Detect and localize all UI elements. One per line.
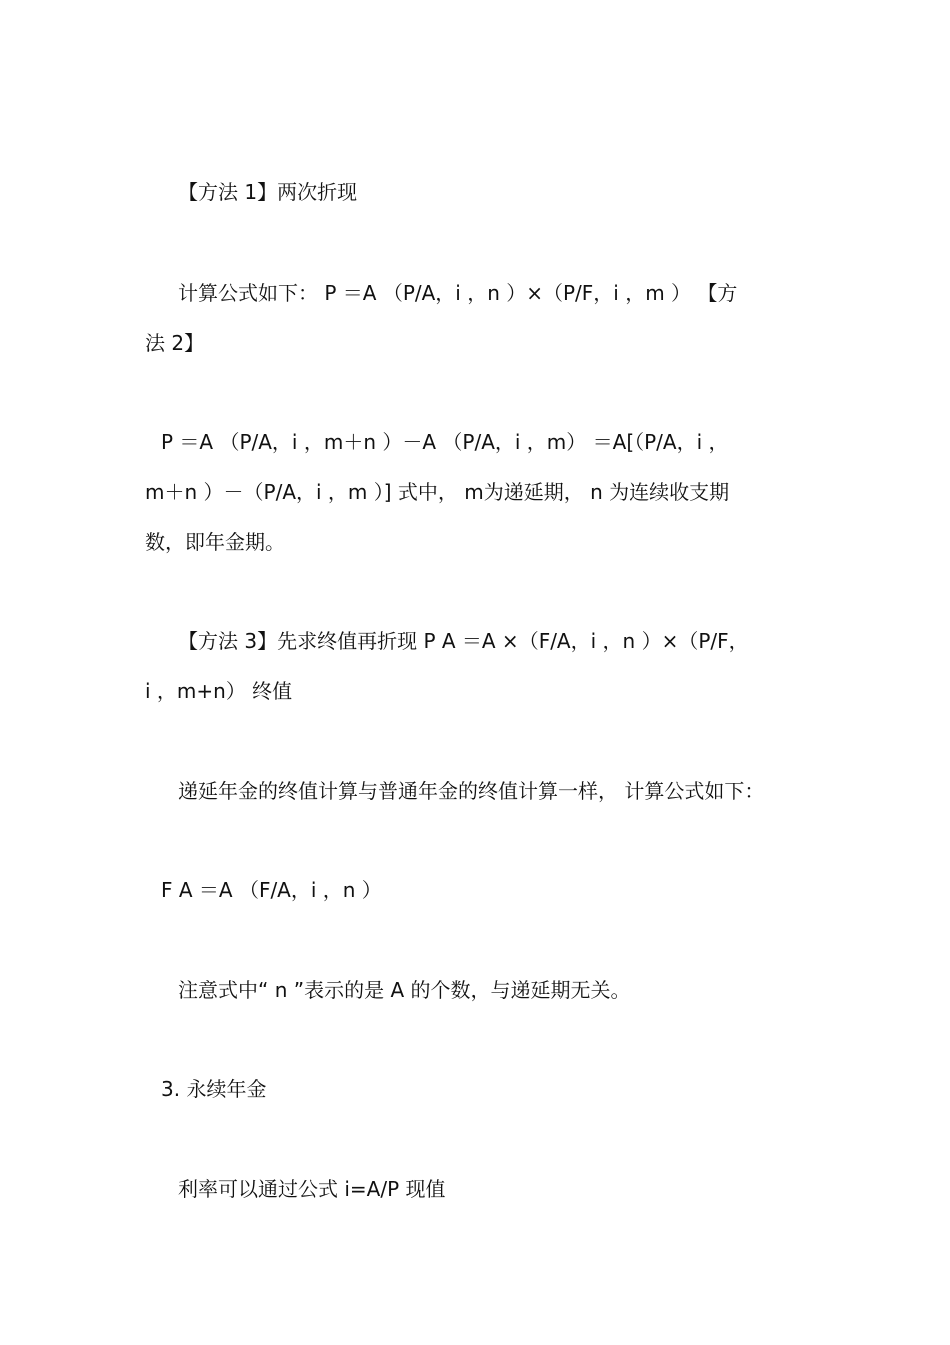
note-paragraph: 注意式中“ n ”表示的是 A 的个数，与递延期无关。 [178, 978, 631, 1002]
future-value-intro: 递延年金的终值计算与普通年金的终值计算一样， 计算公式如下： [178, 779, 765, 803]
method-1-heading: 【方法 1】两次折现 [178, 180, 358, 204]
method-2-heading-cont: 法 2】 [145, 331, 205, 355]
perpetuity-rate-formula: 利率可以通过公式 i=A/P 现值 [178, 1177, 446, 1201]
method-2-formula: P ＝A （P/A，i ，m＋n ）－A （P/A，i ，m） ＝A[（P/A，i ， [161, 430, 729, 454]
method-3-formula-cont: i ，m+n） 终值 [145, 679, 293, 703]
method-2-formula-cont: m＋n ）－（P/A，i ，m ）] 式中， m为递延期， n 为连续收支期 [145, 480, 730, 504]
method-3-formula: 【方法 3】先求终值再折现 P A ＝A ×（F/A，i ，n ）×（P/F， [178, 629, 749, 653]
method-1-formula: 计算公式如下： P ＝A （P/A，i ，n ）×（P/F，i ，m ） 【方 [178, 281, 738, 305]
future-value-formula: F A ＝A （F/A，i ，n ） [161, 878, 382, 902]
section-3-heading: 3. 永续年金 [161, 1077, 267, 1101]
method-2-note: 数，即年金期。 [145, 530, 285, 554]
